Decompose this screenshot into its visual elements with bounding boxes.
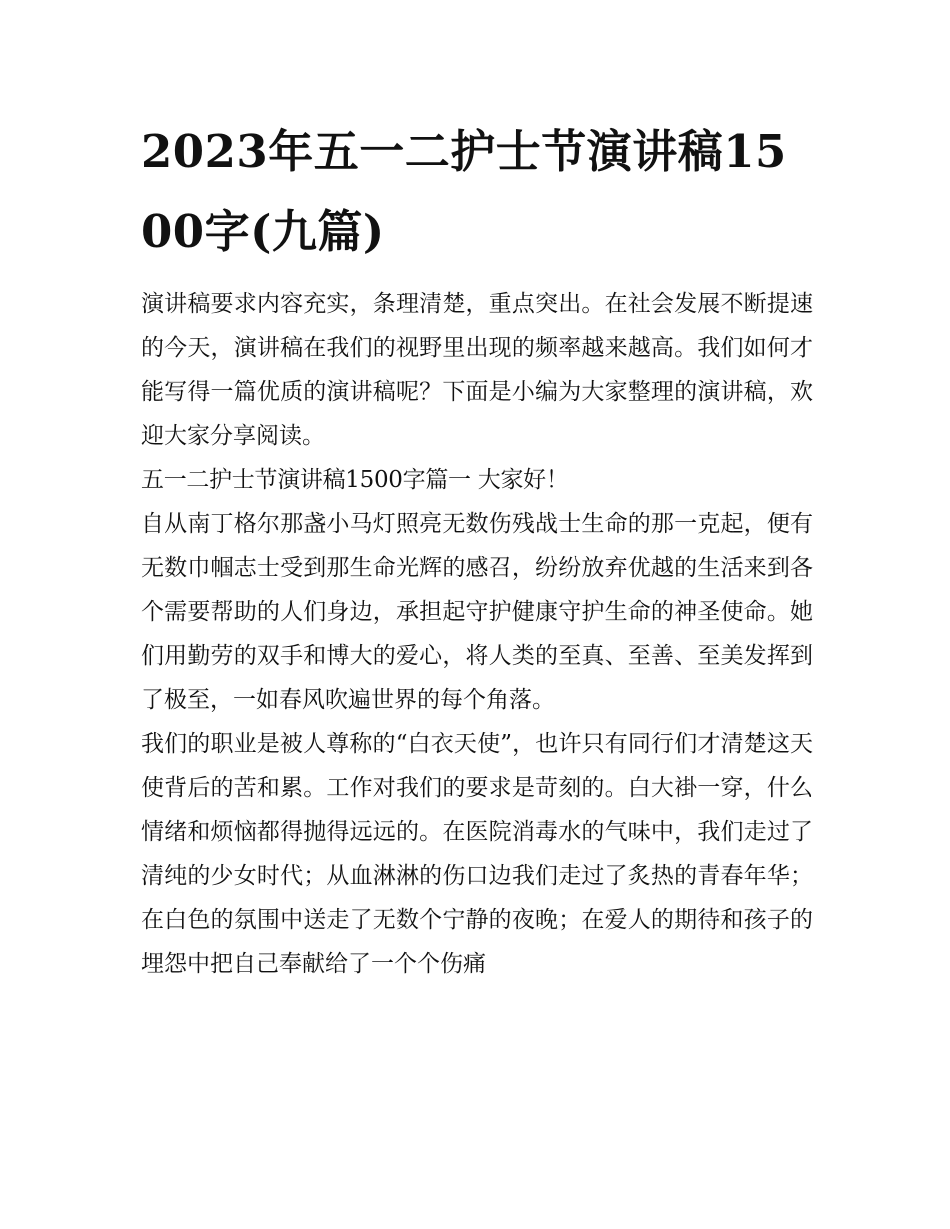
document-body [141, 282, 813, 986]
body-paragraph: 我们的职业是被人尊称的“白衣天使”，也许只有同行们才清楚这天使背后的苦和累。工作对我们的要求是苛刻的。白大褂一穿，什么情绪和烦恼都得抛得远远的。在医院消毒水的气味中，我们走过了清纯的少女时代；从血淋淋的伤口边我们走过了炙热的青春年华；在白色的氛围中送走了无数个宁静的夜晚；在爱人的期待和孩子的埋怨中把自己奉献给了一个个伤痛 [141, 731, 813, 977]
intro-paragraph: 演讲稿要求内容充实，条理清楚，重点突出。在社会发展不断提速的今天，演讲稿在我们的视野里出现的频率越来越高。我们如何才能写得一篇优质的演讲稿呢？下面是小编为大家整理的演讲稿，欢迎大家分享阅读。 [141, 291, 813, 449]
document-title: 2023年五一二护士节演讲稿1500字(九篇) [141, 125, 787, 258]
document-page [141, 112, 813, 986]
section-heading-line: 五一二护士节演讲稿1500字篇一 大家好！ [141, 467, 569, 493]
body-paragraph: 自从南丁格尔那盏小马灯照亮无数伤残战士生命的那一克起，便有无数巾帼志士受到那生命光辉的感召，纷纷放弃优越的生活来到各个需要帮助的人们身边，承担起守护健康守护生命的神圣使命。她们用勤劳的双手和博大的爱心，将人类的至真、至善、至美发挥到了极至，一如春风吹遍世界的每个角落。 [141, 511, 813, 713]
